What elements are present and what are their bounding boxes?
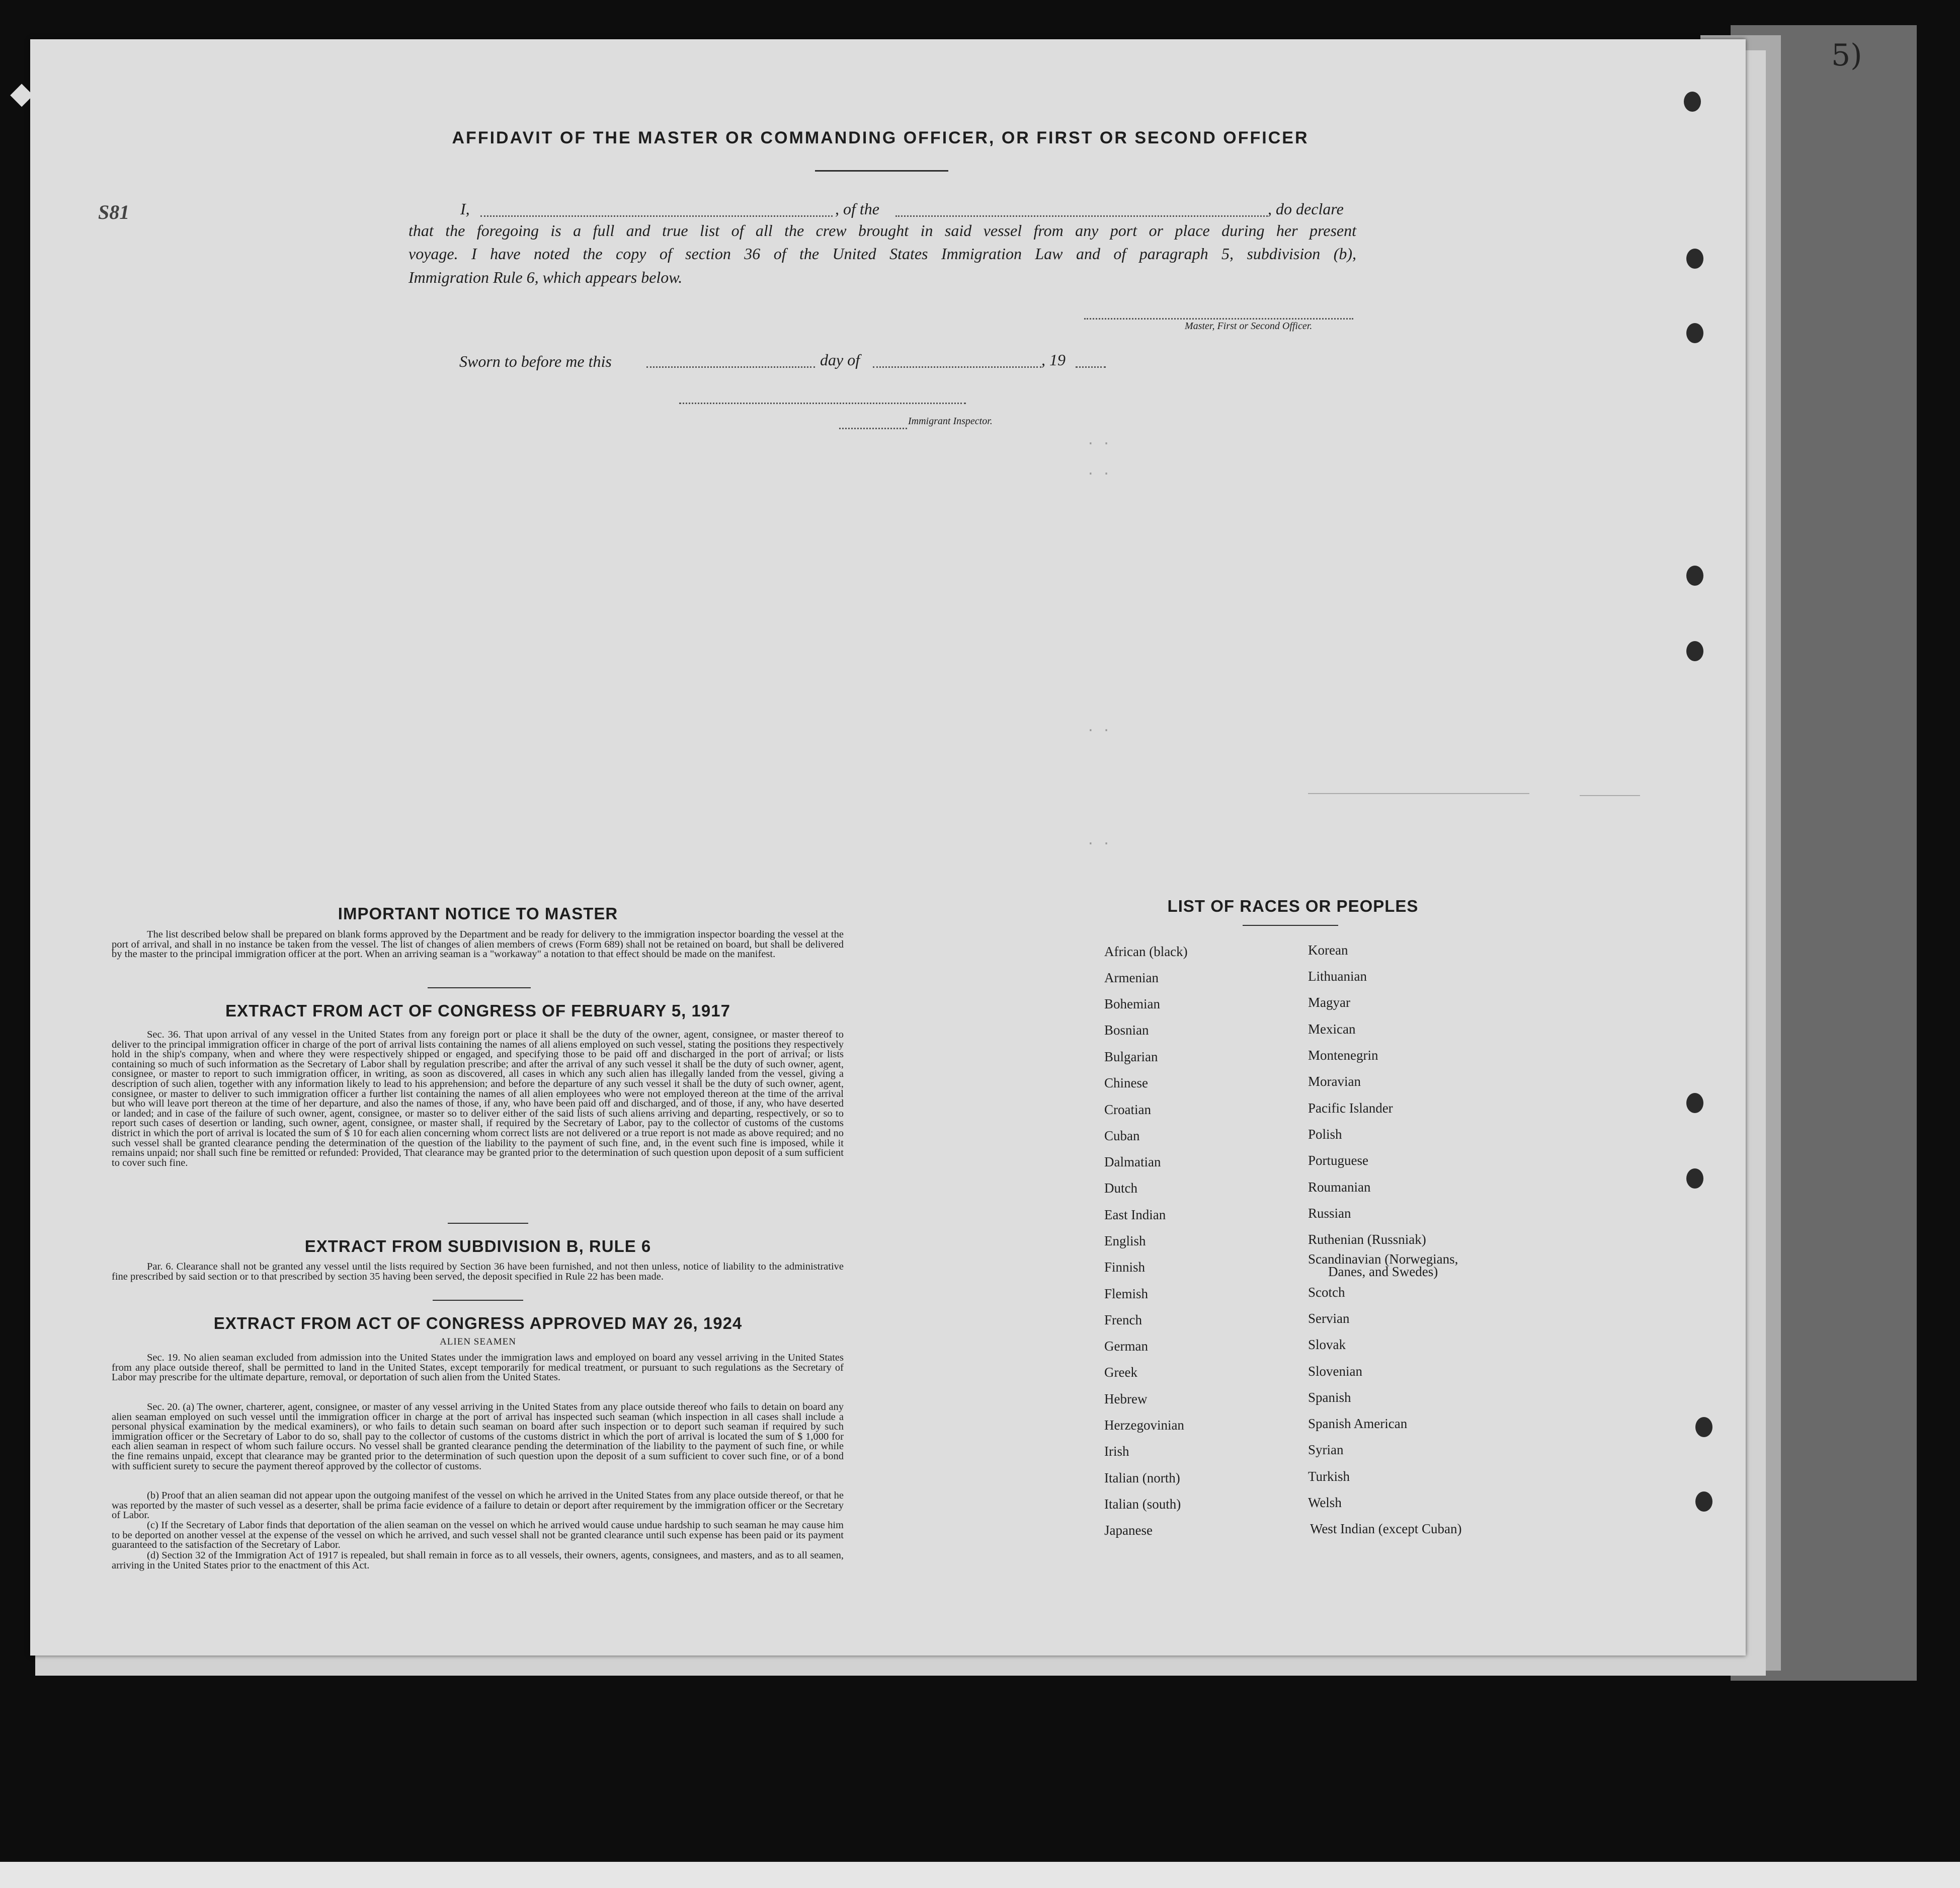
race-item: Ruthenian (Russniak): [1308, 1232, 1426, 1247]
race-item: Roumanian: [1308, 1179, 1371, 1195]
race-item: Croatian: [1104, 1102, 1151, 1117]
race-item: Flemish: [1104, 1286, 1149, 1301]
act1924-sec20c: (c) If the Secretary of Labor finds that deportation of the alien seaman on the vessel on which he arrived would cause undue hardship to such seaman he may cause him to be deported on another vessel at the expense of the vessel on which he arrived, and such vessel shall not be granted clearance until such expense has been paid or its payment guaranteed to the satisfaction of the Secretary of Labor.: [112, 1520, 844, 1551]
act1917-body: Sec. 36. That upon arrival of any vessel in the United States from any foreign port or place it shall be the duty of the owner, agent, consignee, or master thereof to deliver to the principal immigration officer in charge of the port of arrival lists containing the names of all aliens employed on such vessel, stating the positions they respectively hold in the ship's company, when and where they were respectively shipped or engaged, and specifying those to be paid off and discharged in the port of arrival; or lists containing so much of such information as the Secretary of Labor shall by regulation prescribe; and after the arrival of any such vessel it shall be the duty of such owner, agent, consignee, or master to report to such immigration officer, in writing, as soon as discovered, all cases in which any such alien has illegally landed from the vessel, giving a description of such alien, together with any information likely to lead to his apprehension; and before the departure of any such vessel it shall be the duty of such owner, agent, consignee, or master to deliver to such immigration officer a further list containing the names of all alien employees who were not employed thereon at the time of the arrival but who will leave port thereon at the time of her departure, and also the names of those, if any, who have been paid off and discharged, and of those, if any, who have deserted or landed; and in case of the failure of such owner, agent, consignee, or master so to deliver either of the said lists of such aliens arriving and departing, respectively, or so to report such cases of desertion or landing, such owner, agent, consignee, or master shall, if required by the Secretary of Labor, pay to the collector of customs of the customs district in which the port of arrival is located the sum of $ 10 for each alien concerning whom correct lists are not delivered or a true report is not made as above required; and no such vessel shall be granted clearance pending the determination of the question of the liability to the payment of such fine, and, in the event such fine is imposed, while it remains unpaid; nor shall such fine be remitted or refunded: Provided, That clearance may be granted prior to the determination of such question upon deposit of a sum sufficient to cover such fine.: [112, 1029, 844, 1168]
notice-body: The list described below shall be prepared on blank forms approved by the Department and be ready for delivery to the immigration inspector boarding the vessel at the port of arrival, and shall in no instance be taken from the vessel. The list of changes of alien members of crews (Form 689) shall not be retained on board, but shall be delivered by the master to the principal immigration officer at the port. When an arriving seaman is a "workaway" a notation to that effect should be made on the manifest.: [112, 929, 844, 960]
affidavit-do-declare: , do declare: [1268, 200, 1344, 218]
race-item: African (black): [1104, 944, 1188, 959]
scan-bottom-strip: [0, 1862, 1960, 1888]
inspector-signature-line: [679, 403, 966, 404]
punch-hole-icon: [1684, 639, 1705, 663]
act1924-title: EXTRACT FROM ACT OF CONGRESS APPROVED MAY 26, 1924: [213, 1314, 743, 1332]
act1917-divider: [448, 1223, 528, 1224]
races-divider: [1243, 925, 1338, 926]
act1924-sec20b: (b) Proof that an alien seaman did not appear upon the outgoing manifest of the vessel on which he arrived in the United States from any place outside thereof, or that he was reported by the master of such vessel as a deserter, shall be prima facie evidence of a failure to detain or deport after requirement by the immigration officer or the Secretary of Labor.: [112, 1490, 844, 1521]
master-caption: Master, First or Second Officer.: [1185, 321, 1313, 332]
race-item: Spanish: [1308, 1390, 1351, 1405]
rule6-divider: [433, 1300, 523, 1301]
punch-hole-icon: [1684, 247, 1705, 271]
act1917-title: EXTRACT FROM ACT OF CONGRESS OF FEBRUARY 5, 1917: [225, 1001, 730, 1020]
race-item: Montenegrin: [1308, 1048, 1378, 1063]
day-of-label: day of: [820, 351, 860, 369]
punch-hole-icon: [1693, 1415, 1714, 1439]
bleed-through-line: [1308, 793, 1529, 794]
affidavit-of-the: , of the: [835, 200, 879, 218]
punch-hole-icon: [1684, 321, 1705, 345]
act1924-sec20a: Sec. 20. (a) The owner, charterer, agent, consignee, or master of any vessel arriving in the United States from any place outside thereof who fails to detain on board any alien seaman employed on such vessel until the immigration officer in charge at the port of arrival has inspected such seaman (which inspection in all cases shall include a personal physical examination by the medical examiners), or who fails to detain such seaman on board after such inspection or to deport such seaman if required by such immigration officer or the Secretary of Labor to do so, shall pay to the collector of customs of the customs district in which the port of arrival is located the sum of $ 1,000 for each alien seaman in respect of whom such failure occurs. No vessel shall be granted clearance pending the determination of the liability to the payment of such fine, or while the fine remains unpaid, except that clearance may be granted prior to the determination of such question upon the deposit of a sum sufficient to cover such fine, or of a bond with sufficient surety to secure the payment thereof approved by the collector of customs.: [112, 1401, 844, 1472]
race-item: Hebrew: [1104, 1391, 1148, 1406]
punch-hole-icon: [1682, 90, 1703, 114]
race-item: Pacific Islander: [1308, 1100, 1393, 1116]
race-item: Moravian: [1308, 1074, 1361, 1089]
year-prefix: , 19: [1041, 351, 1066, 369]
affidavit-line-2: voyage. I have noted the copy of section 36 of the United States Immigration Law and of paragraph 5, subdivision (b),: [409, 245, 1356, 263]
affidavit-line-3: Immigration Rule 6, which appears below.: [409, 268, 683, 286]
bleed-through-mark: . .: [1087, 433, 1110, 448]
race-item: Armenian: [1104, 970, 1159, 985]
race-item: Syrian: [1308, 1442, 1344, 1457]
race-item: Italian (south): [1104, 1497, 1181, 1512]
master-signature-line: [1084, 318, 1353, 320]
race-item: Slovenian: [1308, 1364, 1362, 1379]
notice-divider: [428, 987, 531, 988]
sworn-label: Sworn to before me this: [459, 352, 612, 370]
race-item: Scandinavian (Norwegians,: [1308, 1251, 1458, 1267]
race-item: Servian: [1308, 1311, 1350, 1326]
race-item: Italian (north): [1104, 1470, 1180, 1485]
corner-mark-icon: ◆: [10, 75, 34, 111]
race-item: Bulgarian: [1104, 1049, 1158, 1064]
races-title: LIST OF RACES OR PEOPLES: [1167, 897, 1419, 915]
race-item: Mexican: [1308, 1021, 1356, 1037]
rule6-body: Par. 6. Clearance shall not be granted any vessel until the lists required by Section 36 have been furnished, and not then unless, notice of liability to the administrative fine prescribed by said section or to that prescribed by section 35 having been served, the deposit specified in Rule 22 has been made.: [112, 1261, 844, 1282]
sworn-day-line: [646, 366, 815, 368]
punch-hole-icon: [1684, 1091, 1705, 1115]
act1924-sec19: Sec. 19. No alien seaman excluded from admission into the United States under the immigration laws and employed on board any vessel arriving in the United States from any place outside thereof, shall be permitted to land in the United States, except temporarily for medical treatment, or pursuant to such regulations as the Secretary of Labor may prescribe for the ultimate departure, removal, or deportation of such alien from the United States.: [112, 1352, 844, 1383]
act1924-subtitle: ALIEN SEAMEN: [440, 1336, 516, 1347]
bleed-through-mark: . .: [1087, 833, 1110, 848]
bleed-through-line: [1580, 795, 1640, 796]
inspector-caption: Immigrant Inspector.: [908, 416, 993, 427]
inspector-dots: [839, 428, 907, 429]
name-field-line: [480, 215, 833, 217]
bleed-through-mark: . .: [1087, 720, 1110, 735]
race-item: Dutch: [1104, 1181, 1137, 1196]
race-item: Finnish: [1104, 1260, 1146, 1275]
race-item: Irish: [1104, 1444, 1129, 1459]
race-item: French: [1104, 1312, 1142, 1327]
race-item: Dalmatian: [1104, 1154, 1161, 1169]
race-item: East Indian: [1104, 1207, 1166, 1222]
handwritten-code: S81: [98, 201, 130, 223]
title-divider: [815, 170, 948, 172]
race-item: Chinese: [1104, 1075, 1148, 1090]
affidavit-line-1: that the foregoing is a full and true list of all the crew brought in said vessel from any port or place during her present: [409, 221, 1356, 240]
race-item: German: [1104, 1339, 1148, 1354]
punch-hole-icon: [1684, 564, 1705, 588]
race-item: Greek: [1104, 1365, 1137, 1380]
affidavit-title: AFFIDAVIT OF THE MASTER OR COMMANDING OFFICER, OR FIRST OR SECOND OFFICER: [452, 128, 1309, 147]
race-item: Cuban: [1104, 1128, 1140, 1143]
act1924-sec20d: (d) Section 32 of the Immigration Act of 1917 is repealed, but shall remain in force as to all vessels, their owners, agents, consignees, and masters, and as to all seamen, arriving in the United States prior to the enactment of this Act.: [112, 1550, 844, 1571]
notice-title: IMPORTANT NOTICE TO MASTER: [338, 904, 618, 923]
race-item: Scotch: [1308, 1285, 1345, 1300]
race-item: Polish: [1308, 1127, 1342, 1142]
affidavit-i-label: I,: [460, 200, 470, 218]
rule6-title: EXTRACT FROM SUBDIVISION B, RULE 6: [304, 1237, 651, 1255]
race-item: Bosnian: [1104, 1022, 1149, 1038]
race-item: Herzegovinian: [1104, 1418, 1184, 1433]
race-item: Russian: [1308, 1206, 1351, 1221]
year-line: [1076, 366, 1106, 368]
race-item: Magyar: [1308, 995, 1350, 1010]
race-item: Turkish: [1308, 1469, 1350, 1484]
race-item: Danes, and Swedes): [1328, 1264, 1438, 1279]
punch-hole-icon: [1684, 1166, 1705, 1191]
sworn-month-line: [873, 366, 1041, 368]
race-item: Welsh: [1308, 1495, 1342, 1510]
race-item: Korean: [1308, 942, 1348, 958]
race-item: West Indian (except Cuban): [1310, 1521, 1462, 1536]
race-item: English: [1104, 1233, 1146, 1248]
margin-note: 5): [1831, 38, 1862, 73]
race-item: Spanish American: [1308, 1416, 1408, 1431]
race-item: Bohemian: [1104, 996, 1160, 1011]
race-item: Japanese: [1104, 1523, 1153, 1538]
race-item: Slovak: [1308, 1337, 1346, 1352]
punch-hole-icon: [1693, 1489, 1714, 1514]
race-item: Lithuanian: [1308, 969, 1367, 984]
bleed-through-mark: . .: [1087, 463, 1110, 478]
vessel-field-line: [895, 215, 1268, 217]
race-item: Portuguese: [1308, 1153, 1368, 1168]
